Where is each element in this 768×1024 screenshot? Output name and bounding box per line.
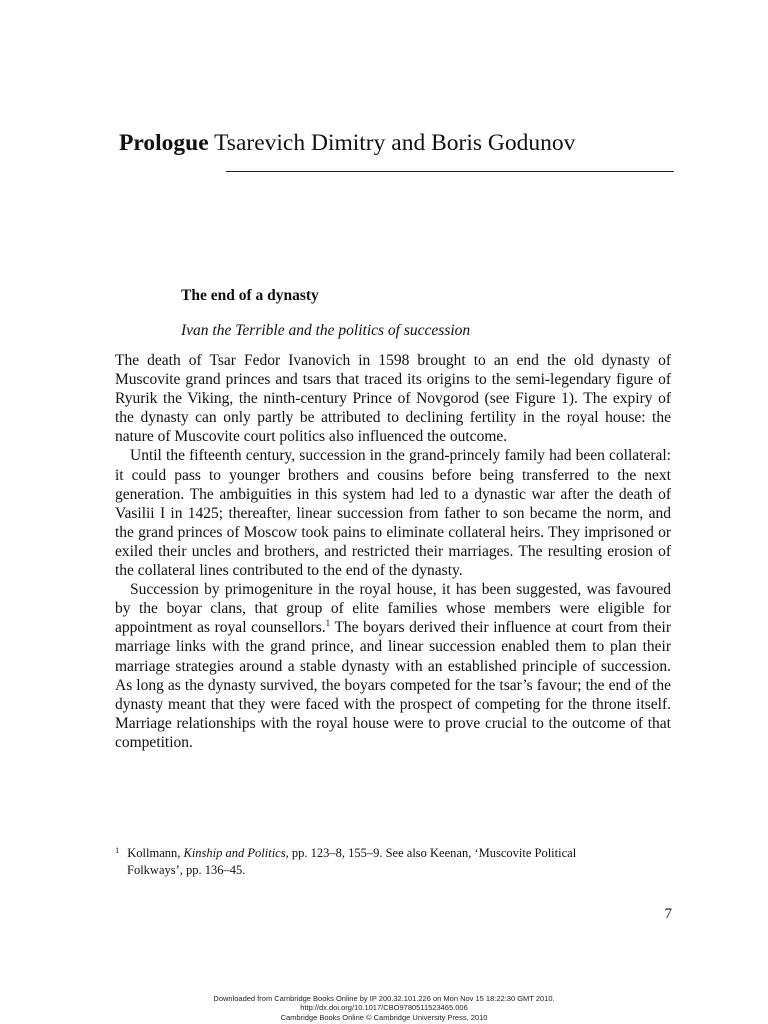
- footnote-citation: , pp. 123–8, 155–9. See also Keenan, ‘Muscovite Political: [285, 846, 577, 860]
- download-notice: [0, 994, 768, 1022]
- footnote: [115, 842, 671, 879]
- download-notice-line-1: Downloaded from Cambridge Books Online by IP 200.32.101.226 on Mon Nov 15 18:22:30 GMT 2010.: [213, 994, 555, 1003]
- paragraph-3-part-2: The boyars derived their influence at court from their marriage links with the grand prince, and linear succession enabled them to plan their marriage strategies around a stable dynasty with an established principle of succession. As long as the dynasty survived, the boyars competed for the tsar’s favour; the end of the dynasty meant that they were faced with the prospect of competing for the throne itself. Marriage relationships with the royal house were to prove crucial to the outcome of that competition.: [115, 619, 671, 751]
- footnote-author: Kollmann,: [127, 846, 184, 860]
- paragraph-2: Until the fifteenth century, succession in the grand-princely family had been collateral: it could pass to younger brothers and cousins before being transferred to the next generation. The ambiguities in this system had led to a dynastic war after the death of Vasilii I in 1425; thereafter, linear succession from father to son became the norm, and the grand princes of Moscow took pains to eliminate collateral heirs. They imprisoned or exiled their uncles and brothers, and restricted their marriages. The resulting erosion of the collateral lines contributed to the end of the dynasty.: [115, 447, 671, 580]
- footnote-work-title: Kinship and Politics: [183, 846, 286, 860]
- download-notice-doi-link[interactable]: http://dx.doi.org/10.1017/CBO9780511523465.006: [300, 1003, 468, 1013]
- chapter-title: [119, 128, 679, 158]
- chapter-label: Prologue: [119, 130, 209, 156]
- section-heading: The end of a dynasty: [181, 287, 319, 304]
- page-number: 7: [664, 906, 672, 922]
- chapter-title-text: Tsarevich Dimitry and Boris Godunov: [214, 130, 576, 156]
- subsection-heading: Ivan the Terrible and the politics of succession: [181, 322, 471, 339]
- paragraph-1: The death of Tsar Fedor Ivanovich in 1598 brought to an end the old dynasty of Muscovite grand princes and tsars that traced its origins to the semi-legendary figure of Ryurik the Viking, the ninth-century Prince of Novgorod (see Figure 1). The expiry of the dynasty can only partly be attributed to declining fertility in the royal house: the nature of Muscovite court politics also influenced the outcome.: [115, 352, 671, 446]
- footnote-marker: 1: [115, 845, 120, 855]
- body-text: [115, 351, 671, 752]
- title-rule: [226, 171, 674, 172]
- footnote-line-2: Folkways’, pp. 136–45.: [127, 863, 246, 877]
- paragraph-3-part-1: Succession by primogeniture in the royal house, it has been suggested, was favoured by the boyar clans, that group of elite families whose members were eligible for appointment as royal counsellors.: [115, 581, 671, 637]
- paragraph-3: [115, 580, 671, 752]
- footnote-reference[interactable]: 1: [325, 618, 331, 629]
- footnote-line-1: [115, 842, 671, 862]
- download-notice-copyright: Cambridge Books Online © Cambridge University Press, 2010: [280, 1012, 488, 1022]
